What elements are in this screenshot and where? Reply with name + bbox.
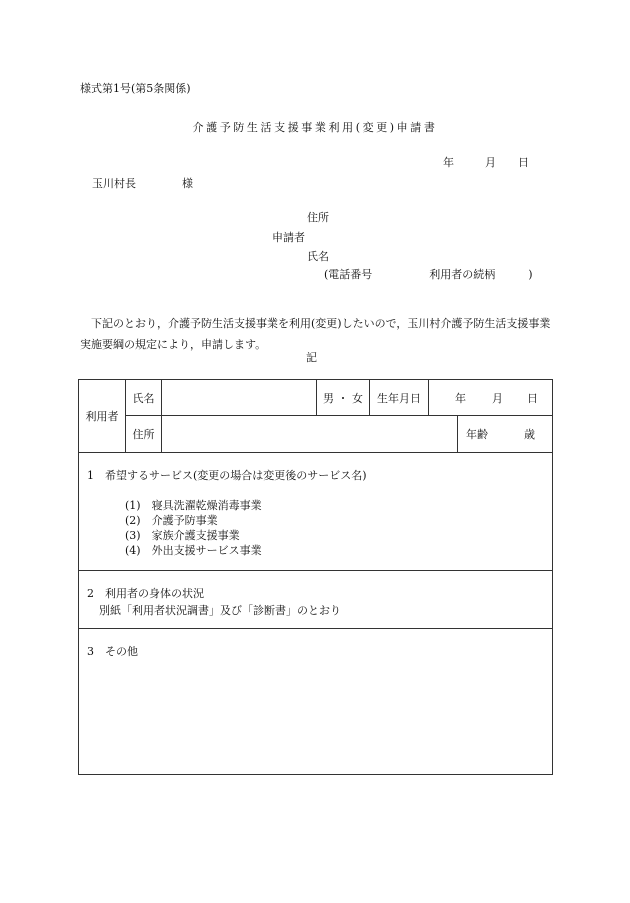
service-item: (1) 寝具洗濯乾燥消毒事業 [125, 499, 262, 512]
addressee-honorific: 様 [182, 177, 193, 190]
close-paren: ) [528, 268, 533, 281]
user-name-field[interactable] [162, 380, 317, 416]
service-item: (4) 外出支援サービス事業 [125, 544, 262, 557]
document-title: 介護予防生活支援事業利用(変更)申請書 [192, 121, 438, 134]
ki-heading: 記 [306, 351, 317, 364]
application-date [443, 157, 529, 168]
service-item: (2) 介護予防事業 [125, 514, 218, 527]
date-year-label: 年 [443, 156, 454, 169]
addressee [92, 178, 193, 189]
addressee-name: 玉川村長 [92, 177, 136, 190]
user-address-label: 住所 [126, 416, 162, 453]
age-field[interactable] [458, 416, 553, 453]
birth-day-label: 日 [527, 391, 538, 405]
applicant-address-label: 住所 [307, 211, 329, 224]
services-heading: 1 希望するサービス(変更の場合は変更後のサービス名) [87, 469, 367, 482]
service-item: (3) 家族介護支援事業 [125, 529, 240, 542]
user-name-label: 氏名 [126, 380, 162, 416]
user-label: 利用者 [79, 380, 126, 453]
date-month-label: 月 [485, 156, 496, 169]
applicant-label: 申請者 [272, 231, 305, 244]
phone-label: (電話番号 [324, 268, 373, 281]
section-other[interactable] [79, 629, 553, 775]
application-statement: 下記のとおり，介護予防生活支援事業を利用(変更)したいので，玉川村介護予防生活支援事業実施要綱の規定により，申請します。 [80, 317, 551, 351]
form-number: 様式第1号(第5条関係) [80, 82, 191, 95]
section-condition [79, 571, 553, 629]
user-address-field[interactable] [162, 416, 458, 453]
other-heading: 3 その他 [87, 645, 138, 658]
phone-relationship-line [324, 269, 533, 280]
birth-date-label: 生年月日 [370, 380, 429, 416]
relationship-label: 利用者の続柄 [429, 268, 496, 281]
age-unit: 歳 [524, 428, 535, 441]
section-services [79, 453, 553, 571]
applicant-name-label: 氏名 [307, 250, 329, 263]
date-day-label: 日 [518, 156, 529, 169]
user-info-table [78, 379, 553, 775]
condition-heading: 2 利用者の身体の状況 [87, 587, 204, 600]
age-label: 年齢 [466, 428, 488, 441]
birth-month-label: 月 [492, 391, 503, 405]
birth-year-label: 年 [455, 391, 466, 405]
condition-detail: 別紙「利用者状況調書」及び「診断書」のとおり [99, 604, 341, 617]
gender-select[interactable]: 男 ・ 女 [317, 380, 370, 416]
birth-date-field[interactable] [429, 380, 553, 416]
